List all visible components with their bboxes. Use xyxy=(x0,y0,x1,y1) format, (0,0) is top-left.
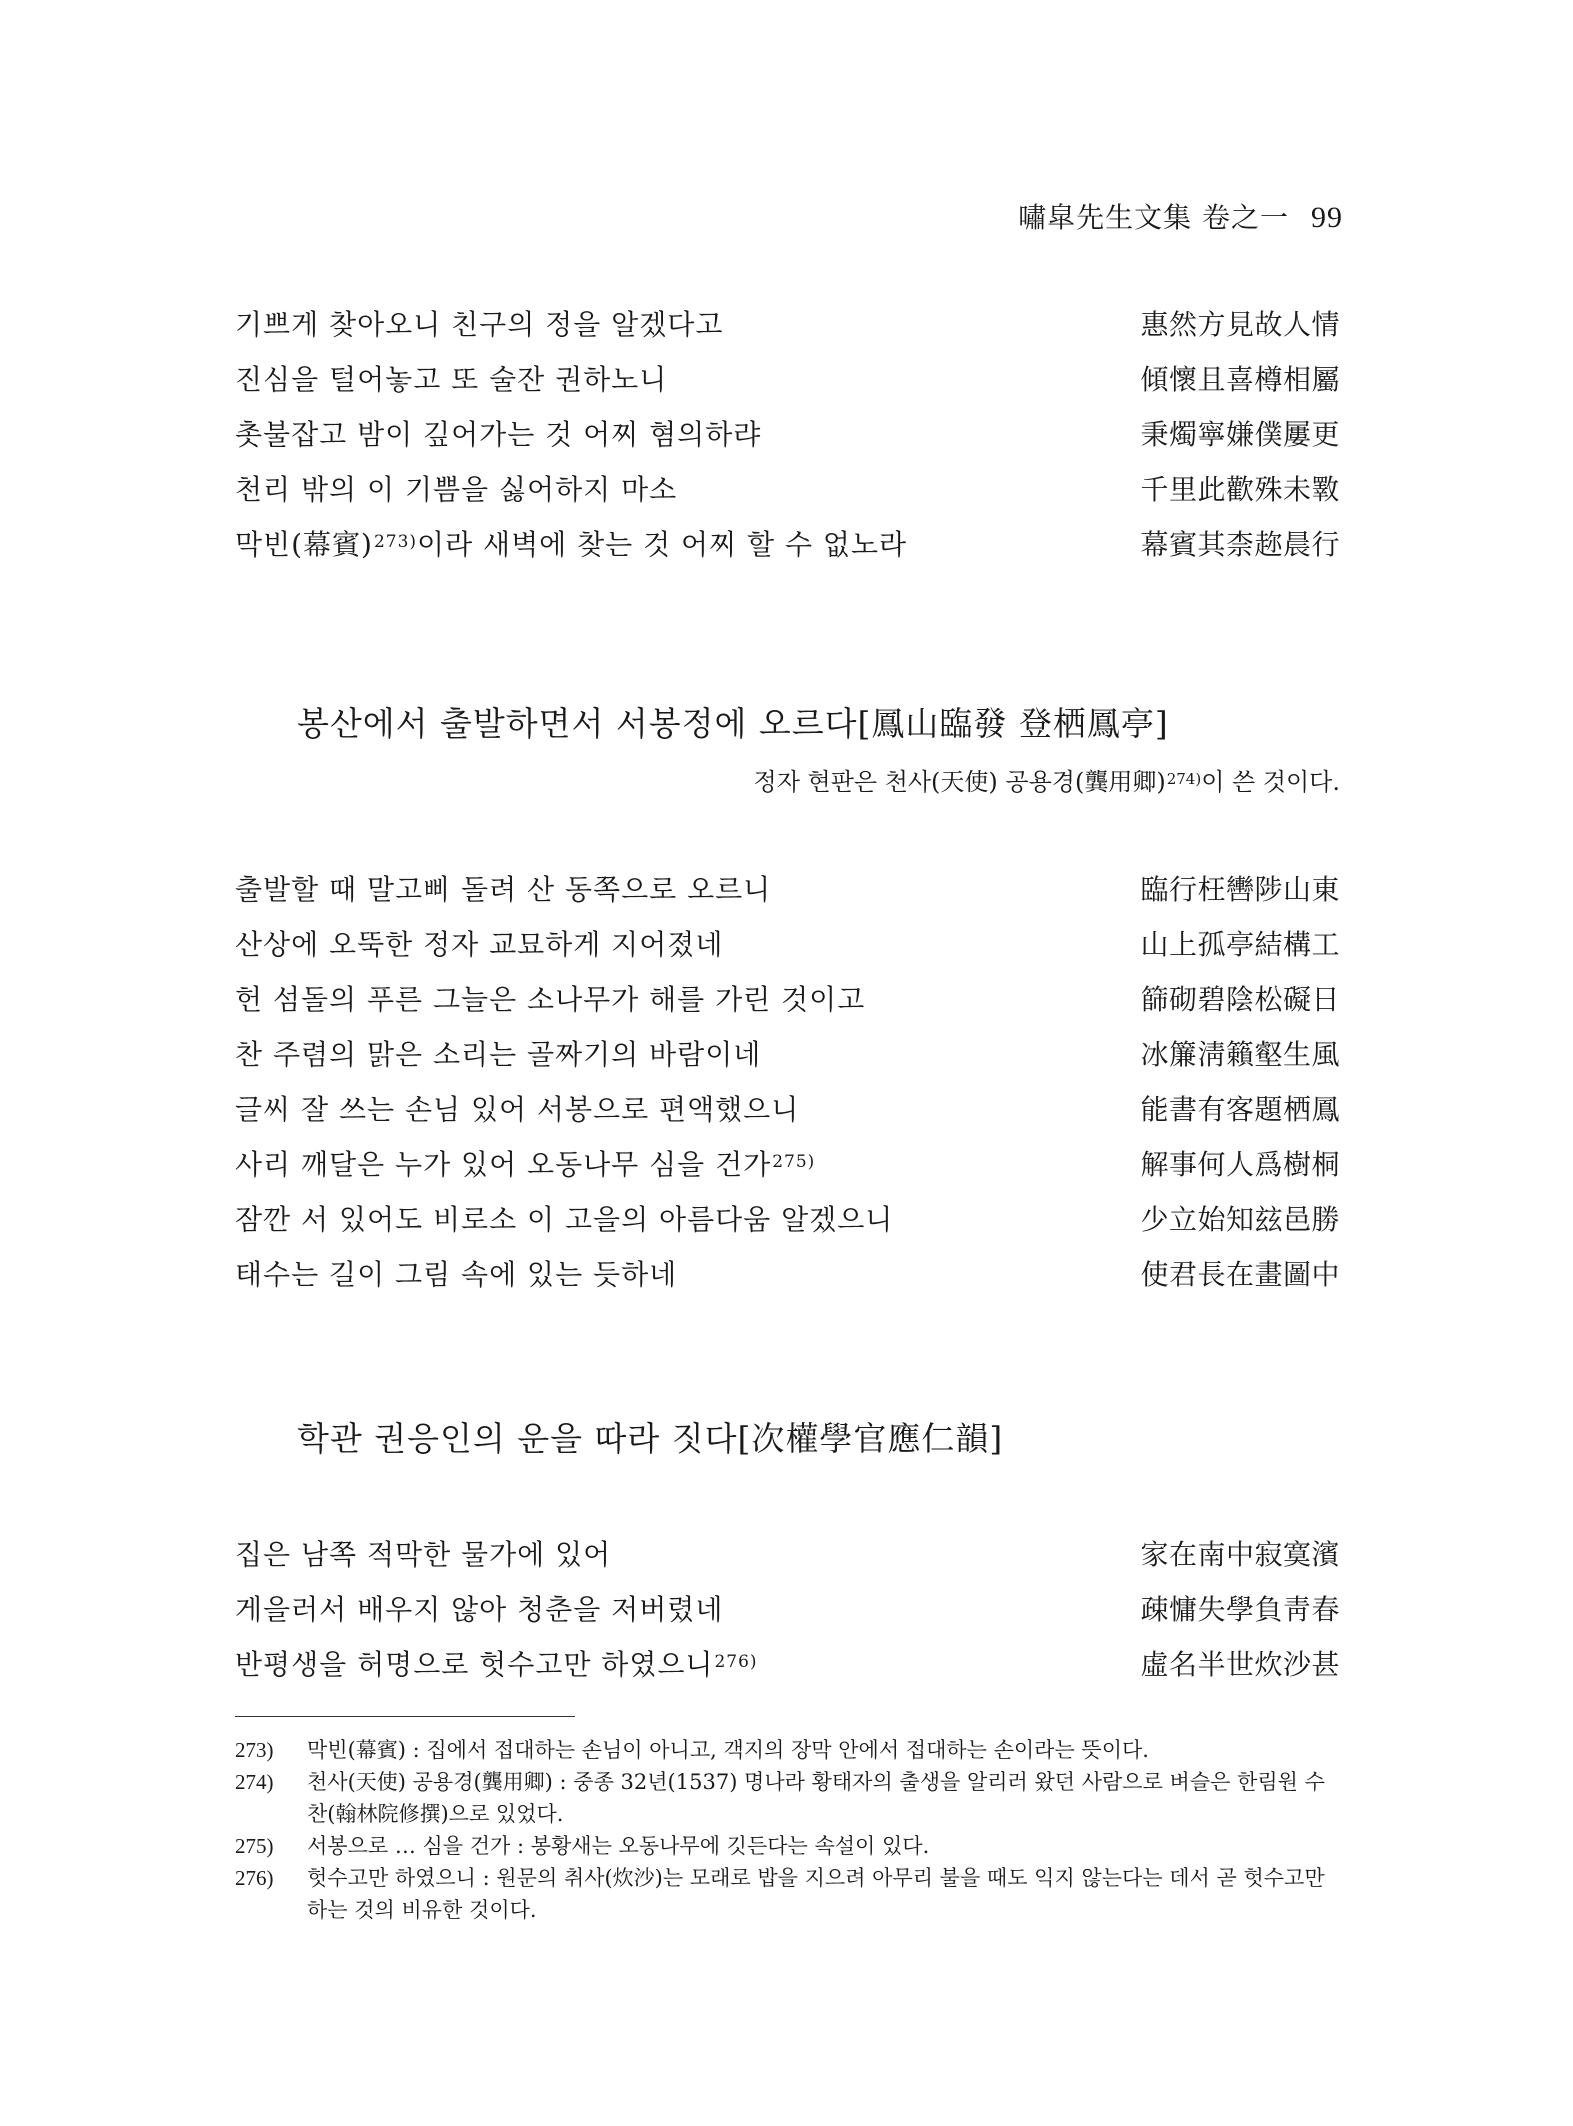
korean-text: 천리 밖의 이 기쁨을 싫어하지 마소 xyxy=(235,473,678,506)
korean-line xyxy=(235,1088,799,1128)
chinese-line: 幕賓其柰趂晨行 xyxy=(1140,528,1340,561)
korean-text: 글씨 잘 쓰는 손님 있어 서봉으로 편액했으니 xyxy=(235,1093,800,1126)
footnote-text: 막빈(幕賓) : 집에서 접대하는 손님이 아니고, 객지의 장막 안에서 접대하는 손이라는 뜻이다. xyxy=(307,1738,1149,1762)
poem-line xyxy=(235,1588,1340,1643)
poem-2 xyxy=(235,868,1340,1308)
footnote-divider xyxy=(235,1716,575,1717)
chinese-line: 篩砌碧陰松礙日 xyxy=(1140,983,1340,1016)
poem-line xyxy=(235,1033,1340,1088)
poem-line xyxy=(235,1253,1340,1308)
chinese-line: 能書有客題栖鳳 xyxy=(1140,1093,1340,1126)
korean-text: 집은 남쪽 적막한 물가에 있어 xyxy=(235,1538,612,1571)
korean-text: 헌 섬돌의 푸른 그늘은 소나무가 해를 가린 것이고 xyxy=(235,983,866,1016)
korean-text: 게을러서 배우지 않아 청춘을 저버렸네 xyxy=(235,1593,724,1626)
poem-line xyxy=(235,358,1340,413)
korean-line xyxy=(235,868,771,908)
chinese-line: 少立始知玆邑勝 xyxy=(1140,1203,1340,1236)
footnote-number: 274) xyxy=(235,1770,274,1794)
book-title: 嘯皐先生文集 卷之一 xyxy=(1018,201,1289,234)
chinese-line: 使君長在畫圖中 xyxy=(1140,1258,1340,1291)
korean-text: 찬 주렴의 맑은 소리는 골짜기의 바람이네 xyxy=(235,1038,762,1071)
footnote-ref: 275) xyxy=(772,1152,816,1172)
note-text-after: 이 쓴 것이다. xyxy=(1201,768,1340,796)
chinese-line: 千里此歡殊未斁 xyxy=(1140,473,1340,506)
korean-line xyxy=(235,1253,677,1293)
korean-text: 막빈(幕賓) xyxy=(235,528,373,561)
korean-line xyxy=(235,413,761,453)
poem-line xyxy=(235,868,1340,923)
korean-line xyxy=(235,1143,815,1183)
poem-line xyxy=(235,523,1340,578)
chinese-line: 秉燭寧嫌僕屢更 xyxy=(1140,418,1340,451)
footnote-number: 273) xyxy=(235,1738,274,1762)
footnote-text: 헛수고만 하였으니 : 원문의 취사(炊沙)는 모래로 밥을 지으려 아무리 불을 때도 익지 않는다는 데서 곧 헛수고만 하는 것의 비유한 것이다. xyxy=(307,1866,1325,1922)
chinese-line: 惠然方見故人情 xyxy=(1140,308,1340,341)
footnote-ref: 274) xyxy=(1166,770,1202,788)
korean-line xyxy=(235,468,677,508)
poem-line xyxy=(235,1143,1340,1198)
section-2-title: 봉산에서 출발하면서 서봉정에 오르다[鳳山臨發 登栖鳳亭] xyxy=(297,704,1169,743)
korean-line xyxy=(235,1588,723,1628)
poem-line xyxy=(235,923,1340,978)
section-3-title: 학관 권응인의 운을 따라 짓다[次權學官應仁韻] xyxy=(297,1419,1004,1458)
korean-line xyxy=(235,1533,611,1573)
poem-line xyxy=(235,303,1340,358)
korean-line xyxy=(235,1198,893,1238)
korean-line xyxy=(235,978,865,1018)
footnote xyxy=(235,1766,1340,1830)
korean-line xyxy=(235,1033,761,1073)
poem-line xyxy=(235,1533,1340,1588)
korean-line xyxy=(235,523,907,563)
poem-1 xyxy=(235,303,1340,578)
korean-text: 태수는 길이 그림 속에 있는 듯하네 xyxy=(235,1258,678,1291)
note-text: 정자 현판은 천사(天使) 공용경(龔用卿) xyxy=(753,768,1166,796)
poem-line xyxy=(235,468,1340,523)
footnote-number: 276) xyxy=(235,1866,274,1890)
chinese-line: 家在南中寂寞濱 xyxy=(1140,1538,1340,1571)
footnote-ref: 276) xyxy=(714,1652,758,1672)
footnote-text: 서봉으로 … 심을 건가 : 봉황새는 오동나무에 깃든다는 속설이 있다. xyxy=(307,1834,930,1858)
chinese-line: 虛名半世炊沙甚 xyxy=(1140,1648,1340,1681)
korean-text: 잠깐 서 있어도 비로소 이 고을의 아름다움 알겠으니 xyxy=(235,1203,894,1236)
chinese-line: 臨行枉轡陟山東 xyxy=(1140,873,1340,906)
chinese-line: 冰簾淸籟壑生風 xyxy=(1140,1038,1340,1071)
footnote xyxy=(235,1830,1340,1862)
footnote xyxy=(235,1862,1340,1926)
chinese-line: 傾懷且喜樽相屬 xyxy=(1140,363,1340,396)
chinese-line: 山上孤亭結構工 xyxy=(1140,928,1340,961)
footnote-text: 천사(天使) 공용경(龔用卿) : 중종 32년(1537) 명나라 황태자의 출생을 알리러 왔던 사람으로 벼슬은 한림원 수찬(翰林院修撰)으로 있었다. xyxy=(307,1770,1325,1826)
korean-line xyxy=(235,1643,758,1683)
korean-text: 진심을 털어놓고 또 술잔 권하노니 xyxy=(235,363,668,396)
poem-3 xyxy=(235,1533,1340,1698)
korean-line xyxy=(235,358,667,398)
poem-line xyxy=(235,978,1340,1033)
korean-text: 출발할 때 말고삐 돌려 산 동쪽으로 오르니 xyxy=(235,873,772,906)
poem-line xyxy=(235,413,1340,468)
footnotes xyxy=(235,1734,1340,1926)
chinese-line: 疎慵失學負靑春 xyxy=(1140,1593,1340,1626)
footnote-ref: 273) xyxy=(373,532,418,552)
korean-text-after: 이라 새벽에 찾는 것 어찌 할 수 없노라 xyxy=(417,528,908,561)
korean-text: 반평생을 허명으로 헛수고만 하였으니 xyxy=(235,1648,714,1681)
korean-line xyxy=(235,923,723,963)
korean-text: 사리 깨달은 누가 있어 오동나무 심을 건가 xyxy=(235,1148,772,1181)
poem-line xyxy=(235,1643,1340,1698)
running-header xyxy=(1018,196,1343,236)
footnote xyxy=(235,1734,1340,1766)
korean-line xyxy=(235,303,723,343)
section-2-note xyxy=(754,762,1340,797)
korean-text: 촛불잡고 밤이 깊어가는 것 어찌 혐의하랴 xyxy=(235,418,762,451)
chinese-line: 解事何人爲樹桐 xyxy=(1140,1148,1340,1181)
korean-text: 기쁘게 찾아오니 친구의 정을 알겠다고 xyxy=(235,308,724,341)
poem-line xyxy=(235,1088,1340,1143)
footnote-number: 275) xyxy=(235,1834,274,1858)
poem-line xyxy=(235,1198,1340,1253)
korean-text: 산상에 오뚝한 정자 교묘하게 지어졌네 xyxy=(235,928,724,961)
page-number: 99 xyxy=(1311,201,1343,234)
